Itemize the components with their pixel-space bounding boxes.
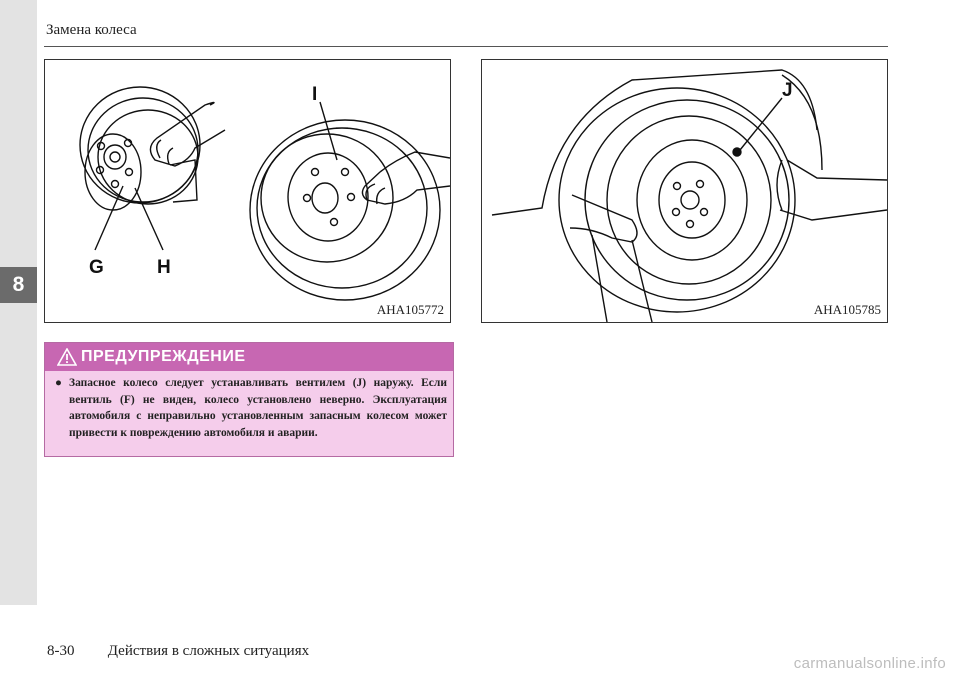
callout-j: J [782, 80, 793, 101]
callout-h: H [157, 257, 171, 278]
callout-i: I [312, 84, 318, 105]
wheel-mounting-illustration [482, 60, 887, 322]
warning-text: Запасное колесо следует устанавливать вентилем (J) наружу. Если вентиль (F) не виден, колесо установлено неверно. Эксплуатация автомобиля с неправильно установленным запасным колесом может привести к повреждению автомобиля и аварии. [69, 377, 447, 439]
bullet-icon: ● [55, 377, 62, 389]
page-footer [47, 643, 309, 660]
figure-hub-cleaning [44, 59, 451, 323]
header-divider [44, 46, 888, 47]
warning-box [44, 342, 454, 457]
figure-code: AHA105772 [376, 302, 444, 317]
section-title: Действия в сложных ситуациях [107, 643, 310, 659]
warning-body [55, 375, 447, 441]
warning-title: ПРЕДУПРЕЖДЕНИЕ [81, 348, 246, 365]
page-header-title: Замена колеса [46, 22, 137, 38]
chapter-tab [0, 267, 37, 303]
chapter-number: 8 [12, 273, 25, 296]
hub-wheel-illustration [45, 60, 450, 322]
watermark: carmanualsonline.info [793, 655, 946, 672]
page-number: 8-30 [47, 643, 75, 659]
warning-triangle-icon [57, 348, 77, 366]
warning-header [45, 343, 453, 371]
figure-wheel-mounting [481, 59, 888, 323]
callout-g: G [89, 257, 104, 278]
figure-code: AHA105785 [813, 302, 881, 317]
